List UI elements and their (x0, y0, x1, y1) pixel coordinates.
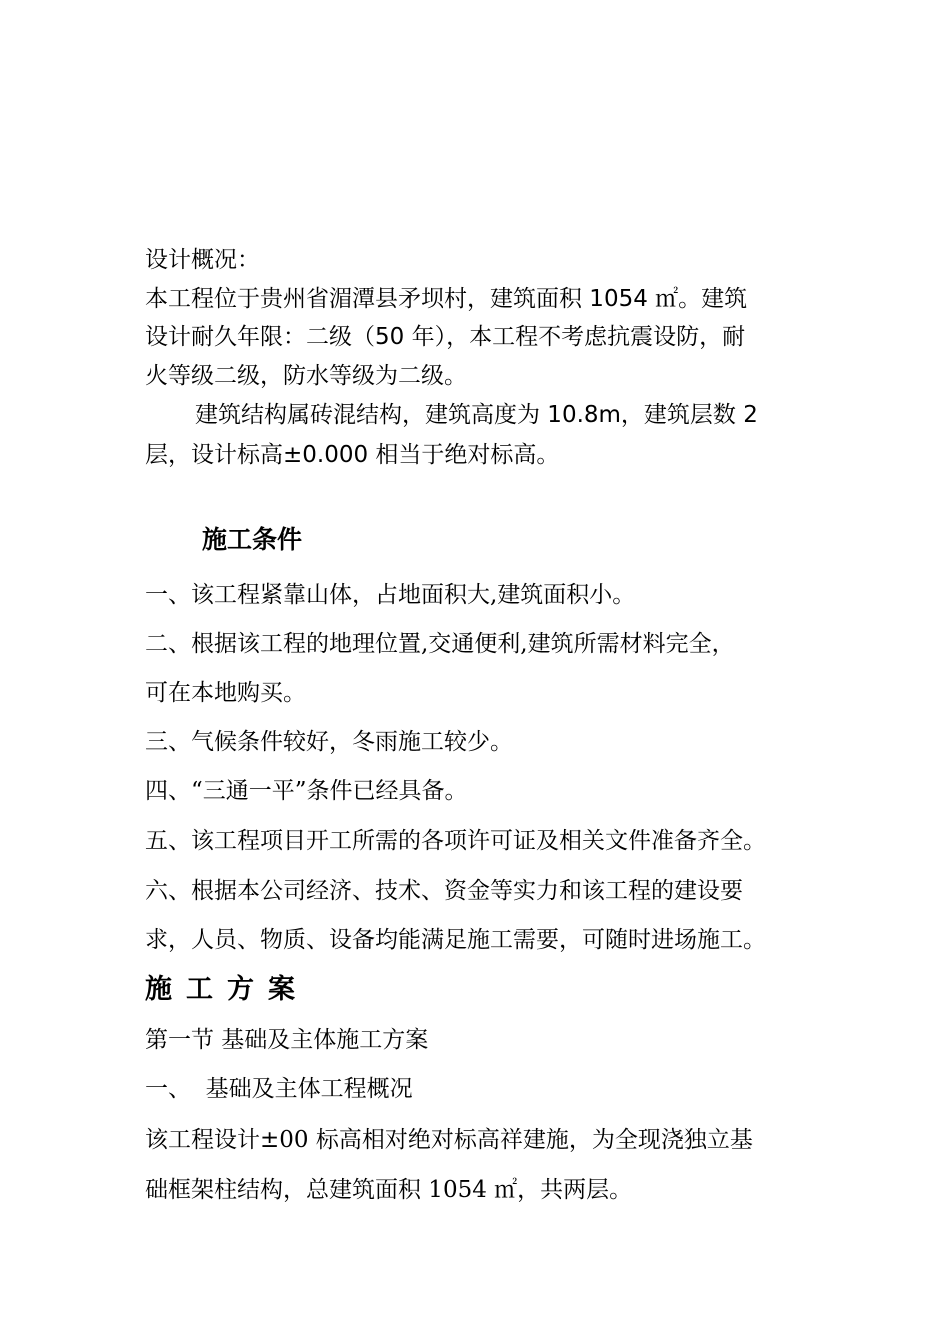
overview-line-2: 设计耐久年限：二级（50 年），本工程不考虑抗震设防，耐 (145, 324, 746, 350)
overview-line-1: 本工程位于贵州省湄潭县矛坝村，建筑面积 1054 ㎡。建筑 (145, 286, 748, 312)
section-title: 第一节 基础及主体施工方案 (145, 1027, 429, 1053)
condition-line-3: 可在本地购买。 (145, 680, 306, 706)
construction-plan-title: 施工方案 (145, 974, 309, 1005)
construction-conditions-title: 施工条件 (202, 525, 303, 554)
condition-line-5: 四、“三通一平”条件已经具备。 (145, 778, 468, 804)
overview-line-4: 建筑结构属砖混结构，建筑高度为 10.8m，建筑层数 2 (195, 402, 758, 428)
condition-line-2: 二、根据该工程的地理位置,交通便利,建筑所需材料完全， (145, 631, 735, 657)
design-overview-label: 设计概况： (145, 247, 260, 273)
subsection-title: 一、 基础及主体工程概况 (145, 1076, 413, 1102)
overview-line-5: 层，设计标高±0.000 相当于绝对标高。 (145, 442, 560, 468)
plan-line-1: 该工程设计±00 标高相对绝对标高祥建施，为全现浇独立基 (145, 1127, 753, 1153)
overview-line-3: 火等级二级，防水等级为二级。 (145, 363, 467, 389)
condition-line-4: 三、气候条件较好，冬雨施工较少。 (145, 729, 513, 755)
condition-line-6: 五、该工程项目开工所需的各项许可证及相关文件准备齐全。 (145, 828, 766, 854)
condition-line-1: 一、该工程紧靠山体，占地面积大,建筑面积小。 (145, 582, 636, 608)
condition-line-7: 六、根据本公司经济、技术、资金等实力和该工程的建设要 (145, 878, 743, 904)
plan-line-2: 础框架柱结构，总建筑面积 1054 ㎡，共两层。 (145, 1177, 633, 1203)
condition-line-8: 求，人员、物质、设备均能满足施工需要，可随时进场施工。 (145, 927, 766, 953)
